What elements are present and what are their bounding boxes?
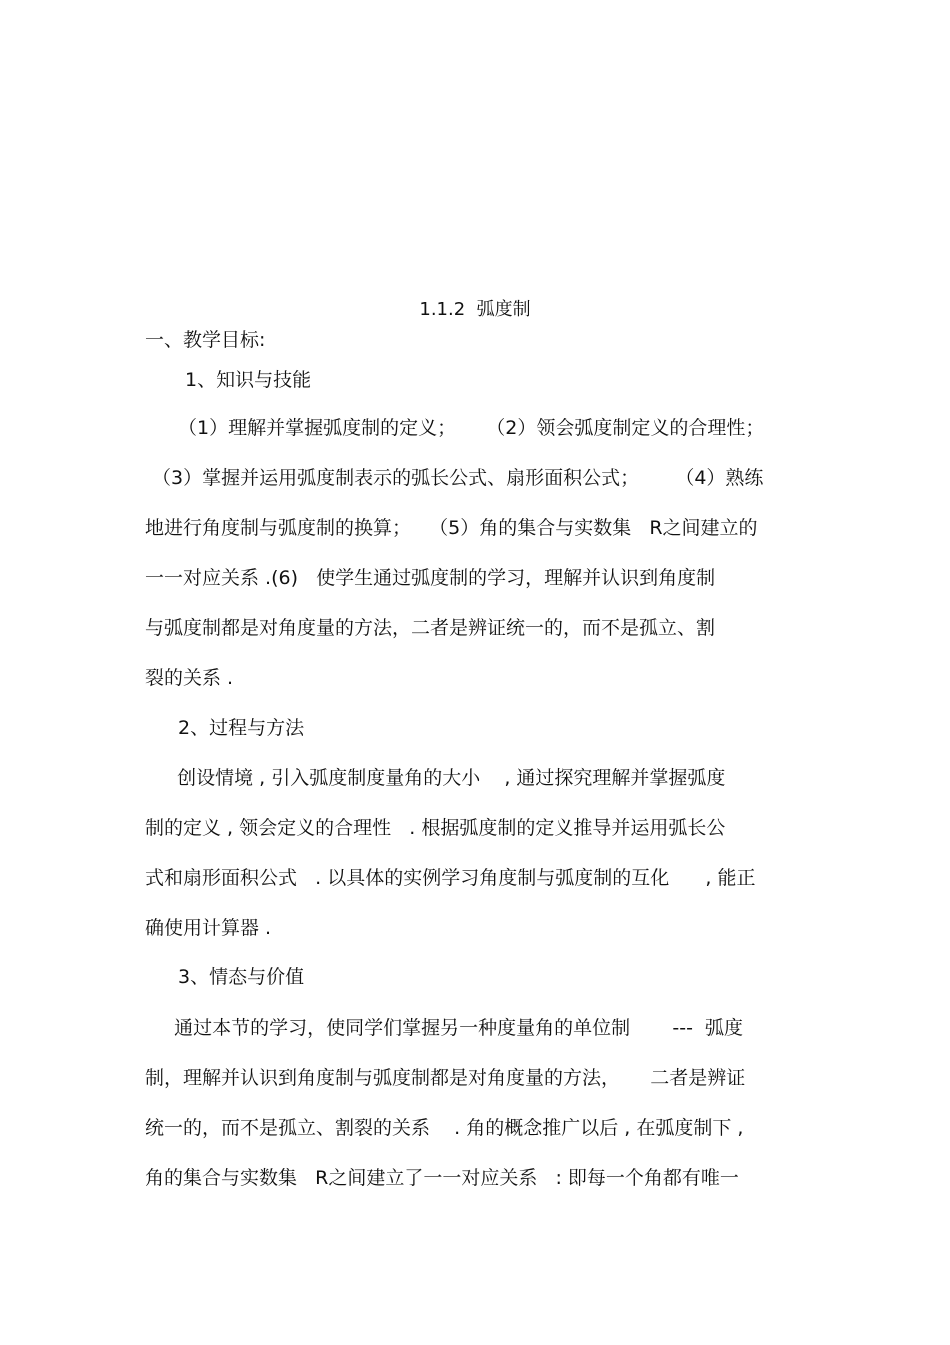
paragraph-line: 创设情境 , 引入弧度制度量角的大小 , 通过探究理解并掌握弧度 xyxy=(165,767,726,789)
paragraph-line: （1）理解并掌握弧度制的定义； （2）领会弧度制定义的合理性； xyxy=(178,417,765,439)
paragraph-line: 式和扇形面积公式 . 以具体的实例学习角度制与弧度制的互化 , 能正 xyxy=(145,867,756,889)
paragraph-line: 与弧度制都是对角度量的方法，二者是辨证统一的，而不是孤立、割 xyxy=(145,617,716,639)
paragraph-line: 角的集合与实数集 R之间建立了一一对应关系 : 即每一个角都有唯一 xyxy=(145,1167,739,1189)
document-title: 1.1.2 弧度制 xyxy=(419,299,531,320)
paragraph-line: 确使用计算器 . xyxy=(145,917,272,939)
paragraph-line: 一一对应关系 .(6) 使学生通过弧度制的学习，理解并认识到角度制 xyxy=(145,567,716,589)
paragraph-line: 统一的，而不是孤立、割裂的关系 . 角的概念推广以后 , 在弧度制下 , xyxy=(145,1117,744,1139)
paragraph-line: （3）掌握并运用弧度制表示的弧长公式、扇形面积公式； （4）熟练 xyxy=(152,467,764,489)
paragraph-line: 制，理解并认识到角度制与弧度制都是对角度量的方法， 二者是辨证 xyxy=(145,1067,746,1089)
paragraph-line: 裂的关系 . xyxy=(145,667,234,689)
paragraph-line: 地进行角度制与弧度制的换算； （5）角的集合与实数集 R之间建立的 xyxy=(145,517,758,539)
subsection-heading-knowledge: 1、知识与技能 xyxy=(185,369,312,391)
paragraph-line: 制的定义 , 领会定义的合理性 . 根据弧度制的定义推导并运用弧长公 xyxy=(145,817,726,839)
section-heading: 一、教学目标: xyxy=(145,329,266,351)
subsection-heading-values: 3、情态与价值 xyxy=(178,966,305,988)
subsection-heading-process: 2、过程与方法 xyxy=(178,717,305,739)
paragraph-line: 通过本节的学习，使同学们掌握另一种度量角的单位制 --- 弧度 xyxy=(162,1017,744,1039)
